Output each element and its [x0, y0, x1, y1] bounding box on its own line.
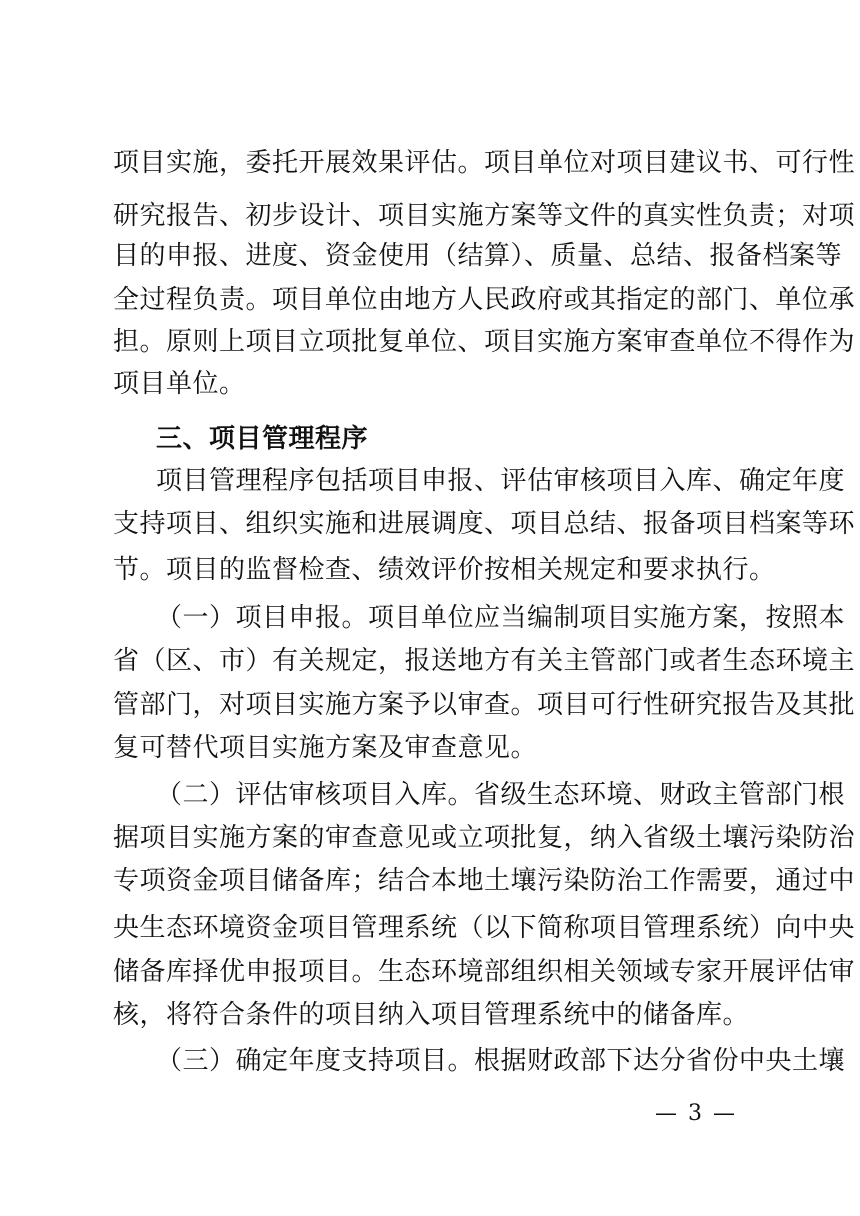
paragraph-line: 省（区、市）有关规定，报送地方有关主管部门或者生态环境主 — [113, 646, 856, 676]
paragraph-line: 项目实施，委托开展效果评估。项目单位对项目建议书、可行性 — [113, 148, 856, 178]
paragraph-line: 项目管理程序包括项目申报、评估审核项目入库、确定年度 — [156, 466, 846, 496]
paragraph-line: 复可替代项目实施方案及审查意见。 — [113, 733, 538, 763]
paragraph-line: 节。项目的监督检查、绩效评价按相关规定和要求执行。 — [113, 555, 776, 585]
paragraph-line: 项目单位。 — [113, 369, 246, 399]
paragraph-line: （三）确定年度支持项目。根据财政部下达分省份中央土壤 — [156, 1046, 846, 1076]
paragraph-line: 核，将符合条件的项目纳入项目管理系统中的储备库。 — [113, 1000, 750, 1030]
paragraph-line: 央生态环境资金项目管理系统（以下简称项目管理系统）向中央 — [113, 913, 856, 943]
paragraph-line: 目的申报、进度、资金使用（结算）、质量、总结、报备档案等 — [113, 241, 843, 271]
paragraph-line: 全过程负责。项目单位由地方人民政府或其指定的部门、单位承 — [113, 285, 856, 315]
paragraph-line: 专项资金项目储备库；结合本地土壤污染防治工作需要，通过中 — [113, 866, 856, 896]
paragraph-line: 据项目实施方案的审查意见或立项批复，纳入省级土壤污染防治 — [113, 823, 856, 853]
paragraph-line: 研究报告、初步设计、项目实施方案等文件的真实性负责；对项 — [113, 201, 856, 231]
paragraph-line: （一）项目申报。项目单位应当编制项目实施方案，按照本 — [156, 603, 846, 633]
section-heading: 三、项目管理程序 — [156, 424, 369, 454]
paragraph-line: （二）评估审核项目入库。省级生态环境、财政主管部门根 — [156, 780, 846, 810]
paragraph-line: 支持项目、组织实施和进展调度、项目总结、报备项目档案等环 — [113, 509, 856, 539]
paragraph-line: 管部门，对项目实施方案予以审查。项目可行性研究报告及其批 — [113, 690, 856, 720]
paragraph-line: 储备库择优申报项目。生态环境部组织相关领域专家开展评估审 — [113, 957, 856, 987]
paragraph-line: 担。原则上项目立项批复单位、项目实施方案审查单位不得作为 — [113, 327, 856, 357]
page-number: — 3 — — [655, 1101, 737, 1126]
